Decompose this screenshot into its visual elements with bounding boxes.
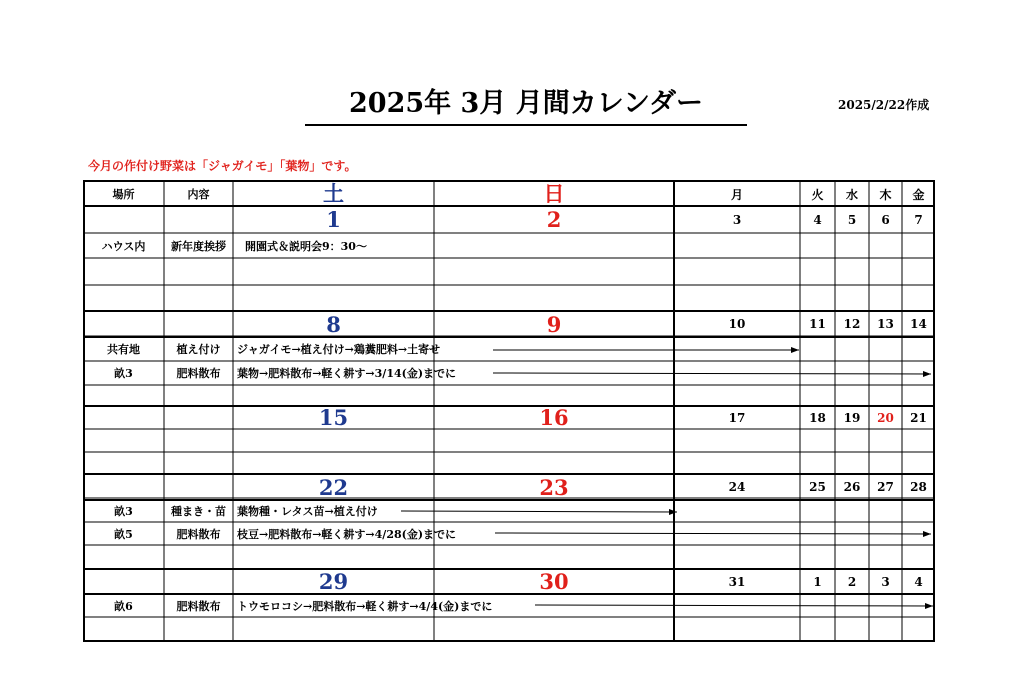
event-content: 新年度挨拶: [171, 239, 226, 253]
date-thu: 3: [881, 574, 890, 589]
header-friday: 金: [912, 187, 925, 202]
date-mon: 3: [732, 212, 742, 227]
event-place: 畝3: [114, 367, 133, 380]
event-place: ハウス内: [101, 239, 146, 253]
date-fri: 28: [910, 480, 927, 494]
header-place: 場所: [112, 188, 135, 201]
header-saturday: 土: [323, 181, 344, 206]
event-detail: 枝豆→肥料散布→軽く耕す→4/28(金)までに: [237, 527, 457, 541]
date-thu: 27: [877, 480, 894, 494]
header-wednesday: 水: [845, 187, 858, 202]
date-sun: 2: [546, 207, 562, 232]
date-sun: 23: [539, 474, 569, 500]
date-thu-holiday: 20: [877, 410, 894, 425]
event-detail: 葉物種・レタス苗→植え付け: [237, 505, 378, 518]
date-thu: 13: [877, 317, 894, 331]
calendar-grid: [83, 180, 935, 642]
header-content: 内容: [187, 188, 210, 201]
date-wed: 26: [843, 480, 861, 494]
event-place: 畝6: [114, 599, 133, 613]
event-content: 肥料散布: [176, 367, 221, 380]
created-date: 2025/2/22作成: [838, 98, 930, 112]
event-place: 共有地: [107, 343, 140, 356]
date-fri: 21: [910, 410, 927, 425]
page-title: 2025年 3月 月間カレンダー: [305, 84, 747, 126]
date-wed: 19: [843, 410, 861, 425]
date-tue: 18: [809, 410, 826, 425]
date-thu: 6: [881, 212, 890, 227]
arrow-fertilize-3: [493, 373, 931, 374]
date-sat: 29: [318, 569, 349, 594]
event-place: 畝5: [114, 527, 133, 541]
event-place: 畝3: [114, 505, 133, 518]
date-wed: 12: [843, 317, 861, 331]
event-detail: ジャガイモ→植え付け→鶏糞肥料→土寄せ: [237, 343, 441, 356]
arrow-fertilize-5: [495, 533, 931, 534]
date-sun: 9: [546, 311, 562, 337]
date-sat: 15: [318, 405, 349, 430]
date-fri: 14: [910, 317, 927, 331]
date-sat: 8: [326, 311, 341, 337]
date-mon: 24: [728, 480, 746, 494]
event-content: 肥料散布: [176, 527, 221, 541]
date-tue: 4: [813, 212, 822, 227]
event-content: 種まき・苗: [171, 505, 226, 518]
date-tue: 11: [809, 317, 826, 331]
date-mon: 17: [728, 410, 746, 425]
event-detail: トウモロコシ→肥料散布→軽く耕す→4/4(金)までに: [237, 599, 493, 613]
date-tue: 25: [809, 480, 826, 494]
date-sat: 22: [318, 474, 349, 500]
date-sun: 16: [539, 405, 569, 430]
event-detail: 葉物→肥料散布→軽く耕す→3/14(金)までに: [237, 367, 457, 380]
event-detail: 開園式＆説明会9：30～: [245, 239, 367, 253]
date-sat: 1: [326, 207, 341, 232]
header-monday: 月: [730, 187, 743, 202]
date-tue: 1: [813, 574, 822, 589]
header-sunday: 日: [543, 181, 565, 206]
crop-notice: 今月の作付け野菜は「ジャガイモ」「葉物」です。: [88, 159, 357, 173]
date-mon: 31: [728, 574, 746, 589]
header-thursday: 木: [879, 187, 892, 202]
date-fri: 7: [914, 212, 923, 227]
event-content: 植え付け: [176, 343, 221, 356]
date-wed: 5: [847, 212, 857, 227]
date-wed: 2: [847, 574, 857, 589]
date-mon: 10: [728, 317, 746, 331]
arrow-fertilize-6: [535, 605, 933, 606]
header-tuesday: 火: [811, 187, 824, 202]
event-content: 肥料散布: [176, 599, 221, 613]
date-sun: 30: [539, 569, 569, 594]
date-fri: 4: [914, 574, 923, 589]
